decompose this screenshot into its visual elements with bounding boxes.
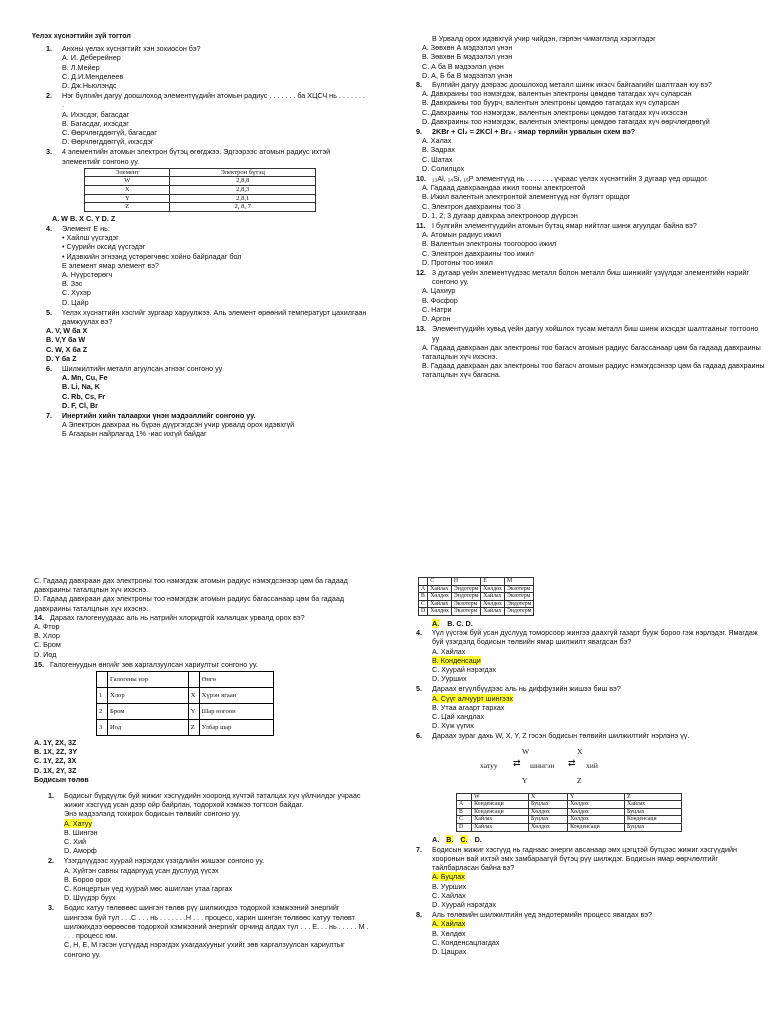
answer-options: A. W B. X C. Y D. Z <box>52 213 116 223</box>
option: B. Ижил валентын электронтой элементүүд нэг бүлэгт оршдог <box>422 192 631 202</box>
table-cell: C <box>457 816 472 824</box>
table-cell: Хөлдөх <box>428 593 452 601</box>
answer-option: D. <box>474 834 482 844</box>
option: B. Зөвхөн Б мэдээлэл үнэн <box>422 52 513 62</box>
highlight: A. <box>432 618 440 628</box>
question-number: 15. <box>34 659 44 669</box>
question-13 <box>410 324 765 379</box>
option: C. Хуурай нэрэгдэх <box>432 664 496 674</box>
option: C. Өөрчлөгддөггүй, багасдаг <box>62 128 157 138</box>
option: B. Li, Na, K <box>62 382 100 392</box>
diagram-label: хатуу <box>480 760 498 770</box>
left-bottom-column <box>34 576 369 960</box>
option: B. V,Y ба W <box>46 335 86 345</box>
option: C. Гадаад давхраан дах электроны тоо нэмэгдэж атомын радиус нэмэгдсэнээр цөм ба гадаад давхраины таталцлын хүч ихэснэ. <box>34 576 348 595</box>
diagram-label: шингэн <box>530 760 555 770</box>
question-text: Шилжилтийн металл агуулсан эгнээг сонгоно уу <box>62 364 223 374</box>
statement: A Электрон давхраа нь бүрэн дүүргэгдсэн учир урвалд орох идэвхгүй <box>62 420 295 430</box>
table-cell: A <box>457 801 472 809</box>
question-15 <box>34 660 369 775</box>
electron-structure-table <box>84 168 316 212</box>
option: B. 1X, 2Z, 3Y <box>34 747 78 757</box>
highlight: B. <box>446 834 454 844</box>
question-6 <box>32 364 367 410</box>
question-number: 3. <box>48 903 54 913</box>
table-cell: Хайлах <box>472 816 529 824</box>
option: A. Гадаад давхраандаа ижил тооны электронтой <box>422 183 586 193</box>
table-cell: B <box>419 593 428 601</box>
table-header: Элемент <box>85 168 170 177</box>
option: A. 1Y, 2X, 3Z <box>34 738 77 748</box>
option: B. Зэс <box>62 279 83 289</box>
table-cell: Y <box>188 704 199 720</box>
question-text: Бодисын жижиг хэсгүүд нь гаднаас энерги авсанаар эмх цэгцтэй бүтцээс жижиг хэсгүүдийн хооронын вай ихтэй эмх замбараагүй бүтэц рүү шилждэг. Бодисын ямар өөрчлөлтийг тайлбарласан байна вэ? <box>432 844 737 873</box>
option-a <box>432 872 765 881</box>
question-number: 14. <box>34 612 44 622</box>
left-top-column <box>32 32 367 440</box>
option: D. F, Cl, Br <box>62 400 98 410</box>
question-text: Анхны үелэх хүснэгтийг хэн зохиосон бэ? <box>62 44 201 54</box>
option: B. Л.Мейер <box>62 62 100 72</box>
table-cell: Шар ногоон <box>199 704 273 720</box>
option: D. Цацрах <box>432 947 467 957</box>
option: D. А, Б ба В мэдээлэл үнэн <box>422 70 513 80</box>
question-number: 4. <box>416 628 422 638</box>
option: D. Иод <box>34 649 57 659</box>
option: D. Солилцох <box>422 163 465 173</box>
highlight: A. Хатуу <box>64 818 92 828</box>
question-tail: C, H, E, M гэсэн үсгүүдад нэрэгдэх ухагдахууныг ухийг зөв харгалзуулсан хариултыг сонгоно уу. <box>64 940 345 959</box>
highlight: A. Сүүг алчуурт шингээх <box>432 693 514 703</box>
diagram-label: хий <box>586 760 598 770</box>
table-cell: Хайлах <box>625 801 682 809</box>
option-a <box>432 919 765 928</box>
table-cell: Хөлдөх <box>481 585 505 593</box>
question-text: Бодис хатуу төлөвөөс шингэн төлөв рүү шилжихдээ тодорхой хэмжээний энергийг шингээж буй тул . . .C . . . нь . . . . . . .H . . . процесс, харин шингэн төлвөөс хатуу төлөвт шилжихдээ өөрөөсөө тодорхой хэмжээний энергийг орчинд алдах тул . . . E. . . нь . . . . . M . . . . процесс юм. <box>64 903 369 941</box>
option: B. Уурших <box>432 881 467 891</box>
option: D. Дж.Ньюлэндс <box>62 81 117 91</box>
state-question-3 <box>34 903 369 958</box>
question-number: 6. <box>416 731 422 741</box>
option: C. Хайлах <box>432 890 466 900</box>
state-question-1 <box>34 791 369 855</box>
table-cell: 2 <box>97 704 108 720</box>
table-cell: Хөлдөх <box>428 608 452 616</box>
option: A. Нүүрстөрөгч <box>62 270 113 280</box>
table-cell: 3 <box>97 720 108 736</box>
table-header: X <box>529 793 568 801</box>
option: A. Давхраины тоо нэмэгдэж, валентын электроны цөмдөө татагдах хүч суларсан <box>422 89 692 99</box>
option: B. Шингэн <box>64 827 98 837</box>
question-number: 2. <box>46 91 52 101</box>
table-cell: W <box>85 177 170 186</box>
option: D. Уурших <box>432 674 467 684</box>
table-cell: Хөлдөх <box>568 801 625 809</box>
question-text: Үүл үүсгэж буй усан дуслууд томорсоор жингээ даахгүй газарт бууж бороо гэж нэрлэдэг. Ямагдаж буй үзэгдэлд бодисын төлвийн ямар шилжилт явагдсан бэ? <box>432 628 758 647</box>
process-table <box>418 577 534 616</box>
option: C. 1Y, 2Z, 3X <box>34 756 77 766</box>
question-9 <box>410 127 765 173</box>
question-number: 5. <box>416 684 422 694</box>
table-cell: Конденсаци <box>472 801 529 809</box>
question-number: 13. <box>416 324 426 334</box>
table-cell: Буцлах <box>529 801 568 809</box>
question-text: Дараах өгүүлбүүдээс аль нь диффузийн жишээ биш вэ? <box>432 684 621 694</box>
table-cell: 2,8,8 <box>170 177 316 186</box>
option: C. Хий <box>64 837 87 847</box>
question-text: ₁₃Al, ₁₄Si, ₁₅P элементүүд нь . . . . . . . үчраас үелэх хүснэгтийн 3 дугаар үед оршдог. <box>432 174 708 184</box>
diagram-label: Z <box>577 775 582 785</box>
table-cell: Эндотерм <box>451 593 480 601</box>
option: D. 1, 2, 3 дугаар давхраа электроноор дүүрсэн <box>422 210 578 220</box>
question-text: I бүлгийн элементүүдийн атомын бүтэц ямар нийтлэг шинж агуулдаг байна вэ? <box>432 221 697 231</box>
option: A. Халах <box>422 136 452 146</box>
option: A. Ихэсдэг, багасдаг <box>62 109 130 119</box>
question-4 <box>32 224 367 307</box>
option: C. Rb, Cs, Fr <box>62 391 106 401</box>
question-text: Аль төлөвийн шилжилтийн үед эндотермийн процесс явагдах вэ? <box>432 910 653 920</box>
option: B. Хөлдөх <box>432 928 466 938</box>
halogen-color-table <box>96 671 274 736</box>
table-cell: Конденсаци <box>625 816 682 824</box>
option: A. Цахиур <box>422 286 456 296</box>
state-question-8 <box>410 910 765 956</box>
question-8 <box>410 80 765 126</box>
table-cell: Конденсаци <box>568 823 625 831</box>
option: C. Хүхэр <box>62 288 91 298</box>
option: D. Хуурай нэрэгдэх <box>432 900 496 909</box>
table-header: E <box>481 578 505 586</box>
table-cell: Хөлдөх <box>529 808 568 816</box>
option: C. А ба В мэдээлэл үнэн <box>422 61 504 71</box>
table-cell: Z <box>85 203 170 212</box>
question-number: 5. <box>46 307 52 317</box>
question-number: 4. <box>46 224 52 234</box>
option: D. Протоны тоо ижил <box>422 257 493 267</box>
option: A. Зөвхөн А мэдээлэл үнэн <box>422 43 513 53</box>
table-cell: Экзотерм <box>504 585 533 593</box>
table-cell: Z <box>188 720 199 736</box>
question-number: 7. <box>46 411 52 421</box>
diagram-label: Y <box>522 775 528 785</box>
table-header <box>457 793 472 801</box>
option: B. Задрах <box>422 145 455 155</box>
table-cell: Экзотерм <box>451 608 480 616</box>
table-cell: B <box>457 808 472 816</box>
question-number: 3. <box>46 147 52 157</box>
table-cell: Эндотерм <box>504 600 533 608</box>
option: C. Давхраины тоо нэмэгдэж, валентын электроны цөмдөө татагдах хүч ихэссэн <box>422 107 688 117</box>
table-header: Галогены нэр <box>108 672 189 688</box>
option: C. Электрон давхраины тоо 3 <box>422 201 521 211</box>
option: A. Атомын радиус ижил <box>422 230 502 240</box>
question-text: Бодисыг бүрдүүлж буй жижиг хэсгүүдийн хооронд хүчтэй таталцах хүч үйлчилдэг учраас жижиг хэсгүүд усан дээр ойр байрлан, тодорхой хэмжээ тогтсон байдаг. <box>64 791 361 810</box>
option: B. Давхраины тоо буурч, валентын электроны цөмдөө татагдах хүч суларсан <box>422 98 680 108</box>
table-cell: Буцлах <box>625 823 682 831</box>
question-text: 4 элементийн атомын электрон бүтэц өгөгджээ. Эдгээрээс атомын радиус ихтэй элементийг сонгоно уу. <box>62 147 331 166</box>
question-text: Элемент E нь: <box>62 224 110 234</box>
answer-row <box>410 835 765 844</box>
option-a <box>432 694 765 703</box>
table-cell: Хайлах <box>428 585 452 593</box>
table-cell: X <box>85 186 170 195</box>
table-cell: 1 <box>97 688 108 704</box>
option: C. Д.И.Менделеев <box>62 71 124 81</box>
option: B. Хлор <box>34 631 60 641</box>
option: C. Конденсацлагдах <box>432 937 500 947</box>
transition-table <box>456 793 682 832</box>
question-3 <box>32 147 367 223</box>
state-transition-diagram <box>480 747 630 789</box>
option: D. Цайр <box>62 297 89 307</box>
option: A. V, W ба X <box>46 326 88 336</box>
option: B. Бороо орох <box>64 874 111 884</box>
highlight: A. Буцлах <box>432 872 465 882</box>
question-number: 8. <box>416 80 422 90</box>
option: B. Валентын электроны тоогоороо ижил <box>422 239 557 249</box>
table-cell: Конденсаци <box>472 808 529 816</box>
table-cell: Экзотерм <box>504 593 533 601</box>
option: A. И. Деберейнер <box>62 53 121 63</box>
question-text: Үелэх хүснэгтийн хэсгийг зургаар харуулжээ. Аль элемент өрөөний температурт цахилгаан дамжуулах вэ? <box>62 307 367 327</box>
question-2 <box>32 91 367 146</box>
right-bottom-column <box>410 574 765 957</box>
state-question-2 <box>34 856 369 902</box>
section-title: Бодисын төлөв <box>34 776 89 784</box>
table-cell: X <box>188 688 199 704</box>
option: C. Бром <box>34 640 61 650</box>
table-header: Өнгө <box>199 672 273 688</box>
question-text: Нэг бүлгийн дагуу доошлоход элементүүдийн атомын радиус . . . . . . . ба ХЦСЧ нь . . . . . . . . <box>62 91 365 110</box>
state-question-7 <box>410 845 765 909</box>
state-question-4 <box>410 628 765 683</box>
diagram-label: W <box>522 746 530 756</box>
question-number: 2. <box>48 856 54 866</box>
question-text: Галогенуудын өнгийг зөв харгалзуулсан хариултыг сонгоно уу. <box>50 659 258 669</box>
question-text: Бүлгийн дагуу дээрээс доошлоход металл шинж ихэсч байгаагийн шалтгаан юу вэ? <box>432 80 712 90</box>
question-14 <box>34 613 369 659</box>
state-question-5 <box>410 684 765 730</box>
table-cell: Экзотерм <box>451 600 480 608</box>
statement: Б Агаарын найрлагад 1% -иас ихгүй байдаг <box>62 429 207 439</box>
table-header: Z <box>625 793 682 801</box>
question-text: 3 дугаар үейн элементүүдээс металл болон металл биш шинжийг үзүүлдэг элементийн нэрийг сонгоно уу. <box>432 268 749 287</box>
table-cell: Хайлах <box>481 593 505 601</box>
bullet: • Суурийн оксид үүсгэдэг <box>62 242 146 252</box>
question-text: Дараах зураг дахь W, X, Y, Z гэсэн бодисын төлвийн шилжилтийг нэрлэнэ үү. <box>432 731 690 741</box>
option: C. Шатах <box>422 154 453 164</box>
table-cell: A <box>419 585 428 593</box>
table-cell: 2, 8, 7 <box>170 203 316 212</box>
question-text: Дараах галогенуудаас аль нь натрийн хлоридтой халалцах урвалд орох вэ? <box>50 612 305 622</box>
question-number: 9. <box>416 127 422 137</box>
option: C. W, X ба Z <box>46 344 88 354</box>
table-cell: Иод <box>108 720 189 736</box>
table-cell: Эндотерм <box>451 585 480 593</box>
option: C. Цай хандлах <box>432 712 485 721</box>
option: D. 1X, 2Y, 3Z <box>34 765 77 775</box>
table-cell: Хүрэн ягаан <box>199 688 273 704</box>
question-12 <box>410 268 765 323</box>
option-b <box>432 656 765 665</box>
question-11 <box>410 221 765 267</box>
table-cell: Хайлах <box>472 823 529 831</box>
table-header: Электрон бүтэц <box>170 168 316 177</box>
table-cell: Эндотерм <box>504 608 533 616</box>
state-question-6 <box>410 731 765 843</box>
table-cell: Хөлдөх <box>568 808 625 816</box>
question-1 <box>32 44 367 90</box>
answer-option: A. <box>432 834 440 844</box>
table-header: W <box>472 793 529 801</box>
option: B. Фосфор <box>422 295 458 305</box>
statement: В Урвалд орох идэвхгүй учир чийдэн, гэрлэн чимэглэлд хэрэглэдэг <box>432 34 656 43</box>
option: B. Багасдаг, ихэсдэг <box>62 118 129 128</box>
option: C. Натри <box>422 304 452 314</box>
highlight: B. Конденсаци <box>432 655 481 665</box>
option: A. Хуйтэн савны гадаргууд усан дуслууд үүсэх <box>64 865 219 875</box>
table-cell: Бром <box>108 704 189 720</box>
option: A. Mn, Cu, Fe <box>62 373 108 383</box>
option: D. Аргон <box>422 314 451 324</box>
bullet: • Идэвхийн эгнээнд устөрөгчөөс хойно байрладаг бол <box>62 251 242 261</box>
question-number: 1. <box>46 44 52 54</box>
bullet: • Хайлш үүсгэдэг <box>62 233 119 243</box>
question-number: 12. <box>416 268 426 278</box>
table-header <box>419 578 428 586</box>
question-number: 6. <box>46 364 52 374</box>
option: D. Өөрчлөгддөггүй, ихэсдэг <box>62 137 154 147</box>
table-cell: Хөлдөх <box>568 816 625 824</box>
option: A. Фтор <box>34 622 60 632</box>
table-header: M <box>504 578 533 586</box>
table-cell: Хлор <box>108 688 189 704</box>
table-cell: Хөлдөх <box>481 600 505 608</box>
table-cell: Хөлдөх <box>529 823 568 831</box>
option: B. Гадаад давхраан дах электроны тоо багасч атомын радиус нэмэгдсэнээр цөм ба гадаад давхраины таталцлын хүч багасна. <box>422 361 765 380</box>
table-cell: Улбар шар <box>199 720 273 736</box>
table-cell: 2,8,1 <box>170 194 316 203</box>
question-number: 7. <box>416 844 422 854</box>
section-title: Үелэх хүснэгтийн зүй тогтол <box>32 33 131 40</box>
table-cell: Буцлах <box>529 816 568 824</box>
table-cell: Хайлах <box>481 608 505 616</box>
table-header: C <box>428 578 452 586</box>
question-tail: Энэ мэдээлэлд тохирох бодисын төлвийг сонгоно уу. <box>64 809 241 819</box>
diagram-label: X <box>577 746 583 756</box>
option: B. Утаа агаарт тархах <box>432 702 505 712</box>
double-arrow-icon: ⇄ <box>513 757 521 768</box>
question-5 <box>32 308 367 363</box>
table-cell: C <box>419 600 428 608</box>
double-arrow-icon: ⇄ <box>568 757 576 768</box>
option: A. Хайлах <box>432 646 466 656</box>
question-text: 2KBr + Cl₂ = 2KCl + Br₂ - ямар төрлийн урвалын схем вэ? <box>432 127 636 137</box>
answer-row <box>410 619 765 628</box>
right-top-column <box>410 34 765 381</box>
option: D. Хүж үүгих <box>432 721 474 731</box>
option-a <box>64 819 369 828</box>
question-number: 11. <box>416 221 426 231</box>
option: D. Давхраины тоо нэмэгдэж, валентын электроны цөмдөө татагдах хүч өөрчлөгдөөгүй <box>422 116 710 126</box>
question-tail: E элемент ямар элемент вэ? <box>62 260 159 270</box>
table-cell: Y <box>85 194 170 203</box>
option: D. Шүүдэр буух <box>64 893 116 903</box>
option: C. Концертын үед хуурай мөс ашиглан утаа гаргах <box>64 884 233 894</box>
table-header: Y <box>568 793 625 801</box>
highlight: A. Хайлах <box>432 919 466 929</box>
question-text: Элементүүдийн хувьд үейн дагуу хойшлох тусам металл биш шинж ихэсдэг шалтгааныг тогтооно уу <box>432 324 759 343</box>
question-text: Үзэгдлүүдээс хуурай нэрэгдэх үзэгдлийн жишээг сонгоно уу. <box>64 856 265 866</box>
answer-options: B. C. D. <box>447 618 473 628</box>
option: D. Аморф <box>64 846 97 856</box>
option: A. Гадаад давхраан дах электроны тоо багасч атомын радиус багассанаар цөм ба гадаад давхраины таталцлын хүч ихэснэ. <box>422 342 761 361</box>
table-cell: Буцлах <box>625 808 682 816</box>
question-number: 10. <box>416 174 426 184</box>
question-7 <box>32 411 367 439</box>
question-number: 8. <box>416 910 422 920</box>
highlight: C. <box>460 834 468 844</box>
question-text: Инертийн хийн талаархи үнэн мэдээллийг сонгоно уу. <box>62 411 256 421</box>
question-10 <box>410 174 765 220</box>
option: D. Гадаад давхраан дах электроны тоо нэмэгдэж атомын радиус багассанаар цөм ба гадаад давхраины таталцлын хүч ихэснэ. <box>34 594 345 613</box>
table-cell: D <box>457 823 472 831</box>
question-number: 1. <box>48 791 54 801</box>
table-cell: 2,8,3 <box>170 186 316 195</box>
option: D. Y ба Z <box>46 353 77 363</box>
table-cell: D <box>419 608 428 616</box>
table-header: H <box>451 578 480 586</box>
table-cell: Хайлах <box>428 600 452 608</box>
option: C. Электрон давхраины тоо ижил <box>422 248 534 258</box>
